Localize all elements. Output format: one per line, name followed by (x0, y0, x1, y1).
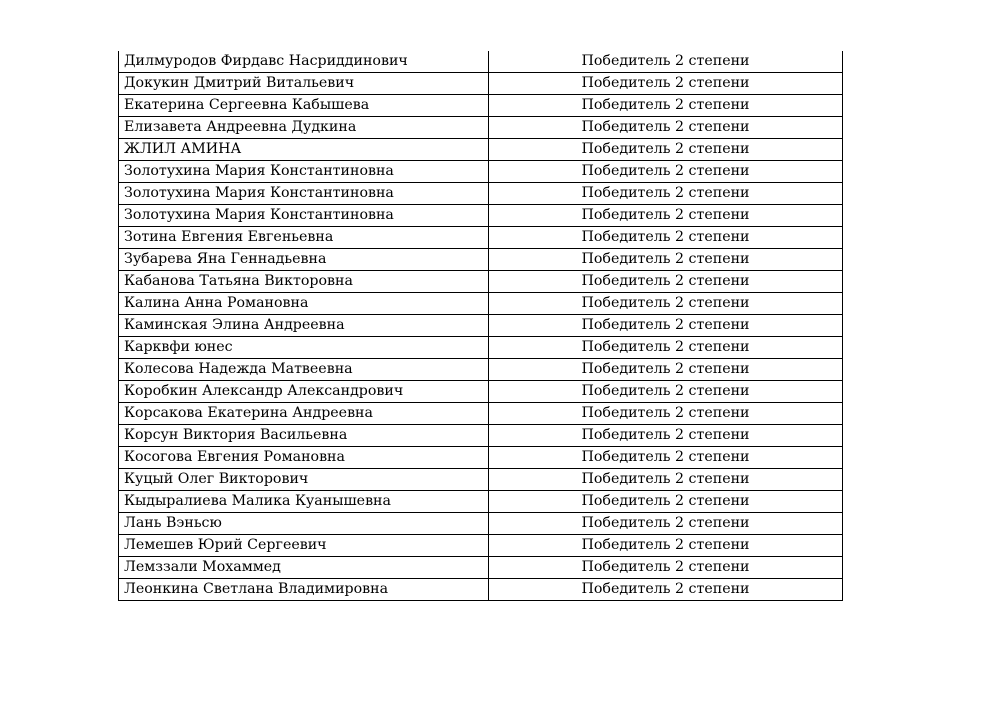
table-row (119, 293, 843, 315)
award-cell: Победитель 2 степени (489, 249, 843, 271)
award-cell: Победитель 2 степени (489, 447, 843, 469)
participant-name-cell: Дилмуродов Фирдавс Насриддинович (119, 51, 489, 73)
table-row (119, 557, 843, 579)
participant-name-cell: Куцый Олег Викторович (119, 469, 489, 491)
award-cell: Победитель 2 степени (489, 73, 843, 95)
participant-name-cell: Леонкина Светлана Владимировна (119, 579, 489, 601)
award-cell: Победитель 2 степени (489, 535, 843, 557)
participant-name-cell: Кыдыралиева Малика Куанышевна (119, 491, 489, 513)
results-table (118, 51, 843, 601)
participant-name-cell: Екатерина Сергеевна Кабышева (119, 95, 489, 117)
participant-name-cell: Калина Анна Романовна (119, 293, 489, 315)
award-cell: Победитель 2 степени (489, 227, 843, 249)
table-row (119, 447, 843, 469)
award-cell: Победитель 2 степени (489, 557, 843, 579)
award-cell: Победитель 2 степени (489, 271, 843, 293)
table-row (119, 227, 843, 249)
award-cell: Победитель 2 степени (489, 337, 843, 359)
table-row (119, 337, 843, 359)
participant-name-cell: Корсун Виктория Васильевна (119, 425, 489, 447)
table-row (119, 359, 843, 381)
table-row (119, 513, 843, 535)
participant-name-cell: ЖЛИЛ АМИНА (119, 139, 489, 161)
award-cell: Победитель 2 степени (489, 513, 843, 535)
table-row (119, 139, 843, 161)
participant-name-cell: Зотина Евгения Евгеньевна (119, 227, 489, 249)
results-table-body (119, 51, 843, 601)
participant-name-cell: Лемешев Юрий Сергеевич (119, 535, 489, 557)
participant-name-cell: Докукин Дмитрий Витальевич (119, 73, 489, 95)
table-row (119, 95, 843, 117)
award-cell: Победитель 2 степени (489, 403, 843, 425)
table-row (119, 271, 843, 293)
award-cell: Победитель 2 степени (489, 359, 843, 381)
award-cell: Победитель 2 степени (489, 425, 843, 447)
table-row (119, 469, 843, 491)
participant-name-cell: Корсакова Екатерина Андреевна (119, 403, 489, 425)
participant-name-cell: Колесова Надежда Матвеевна (119, 359, 489, 381)
table-row (119, 315, 843, 337)
award-cell: Победитель 2 степени (489, 469, 843, 491)
award-cell: Победитель 2 степени (489, 491, 843, 513)
participant-name-cell: Золотухина Мария Константиновна (119, 183, 489, 205)
participant-name-cell: Золотухина Мария Константиновна (119, 205, 489, 227)
participant-name-cell: Кабанова Татьяна Викторовна (119, 271, 489, 293)
participant-name-cell: Лань Вэньсю (119, 513, 489, 535)
table-row (119, 249, 843, 271)
participant-name-cell: Карквфи юнес (119, 337, 489, 359)
award-cell: Победитель 2 степени (489, 161, 843, 183)
table-row (119, 161, 843, 183)
participant-name-cell: Косогова Евгения Романовна (119, 447, 489, 469)
table-row (119, 403, 843, 425)
participant-name-cell: Коробкин Александр Александрович (119, 381, 489, 403)
table-row (119, 579, 843, 601)
table-row (119, 381, 843, 403)
award-cell: Победитель 2 степени (489, 381, 843, 403)
award-cell: Победитель 2 степени (489, 117, 843, 139)
table-row (119, 51, 843, 73)
table-row (119, 205, 843, 227)
table-row (119, 183, 843, 205)
participant-name-cell: Елизавета Андреевна Дудкина (119, 117, 489, 139)
award-cell: Победитель 2 степени (489, 293, 843, 315)
participant-name-cell: Каминская Элина Андреевна (119, 315, 489, 337)
award-cell: Победитель 2 степени (489, 95, 843, 117)
participant-name-cell: Зубарева Яна Геннадьевна (119, 249, 489, 271)
participant-name-cell: Золотухина Мария Константиновна (119, 161, 489, 183)
table-row (119, 535, 843, 557)
award-cell: Победитель 2 степени (489, 51, 843, 73)
award-cell: Победитель 2 степени (489, 579, 843, 601)
award-cell: Победитель 2 степени (489, 139, 843, 161)
table-row (119, 425, 843, 447)
award-cell: Победитель 2 степени (489, 205, 843, 227)
table-row (119, 491, 843, 513)
participant-name-cell: Лемззали Мохаммед (119, 557, 489, 579)
award-cell: Победитель 2 степени (489, 183, 843, 205)
table-row (119, 73, 843, 95)
award-cell: Победитель 2 степени (489, 315, 843, 337)
table-row (119, 117, 843, 139)
